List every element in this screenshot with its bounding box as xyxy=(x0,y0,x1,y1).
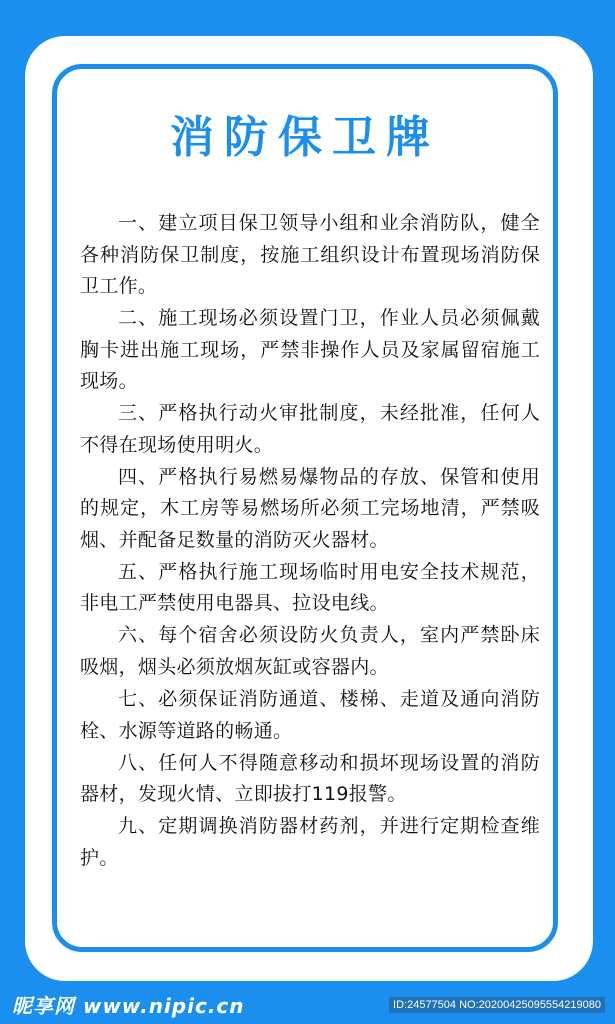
watermark-id: ID:24577504 NO:20200425095554219080 xyxy=(389,997,605,1013)
watermark-logo: 昵享网 www.nipic.cn xyxy=(12,994,245,1018)
rule-1: 一、建立项目保卫领导小组和业余消防队，健全各种消防保卫制度，按施工组织设计布置现场消防保卫工作。 xyxy=(80,212,540,297)
rule-5: 五、严格执行施工现场临时用电安全技术规范，非电工严禁使用电器具、拉设电线。 xyxy=(80,560,540,615)
rule-6: 六、每个宿舍必须设防火负责人，室内严禁卧床吸烟，烟头必须放烟灰缸或容器内。 xyxy=(80,624,540,678)
rule-9: 九、定期调换消防器材药剂，并进行定期检查维护。 xyxy=(80,815,540,869)
rule-7: 七、必须保证消防通道、楼梯、走道及通向消防栓、水源等道路的畅通。 xyxy=(80,688,540,742)
rules-list xyxy=(80,208,540,875)
rule-2: 二、施工现场必须设置门卫，作业人员必须佩戴胸卡进出施工现场，严禁非操作人员及家属留宿施工现场。 xyxy=(80,307,540,393)
rule-3: 三、严格执行动火审批制度，未经批准，任何人不得在现场使用明火。 xyxy=(80,402,540,456)
sign-title: 消防保卫牌 xyxy=(170,112,440,163)
rule-4: 四、严格执行易燃易爆物品的存放、保管和使用的规定，木工房等易燃场所必须工完场地清，严禁吸烟、并配备足数量的消防灭火器材。 xyxy=(80,465,540,551)
rule-8: 八、任何人不得随意移动和损坏现场设置的消防器材，发现火情、立即拔打119报警。 xyxy=(80,751,540,806)
